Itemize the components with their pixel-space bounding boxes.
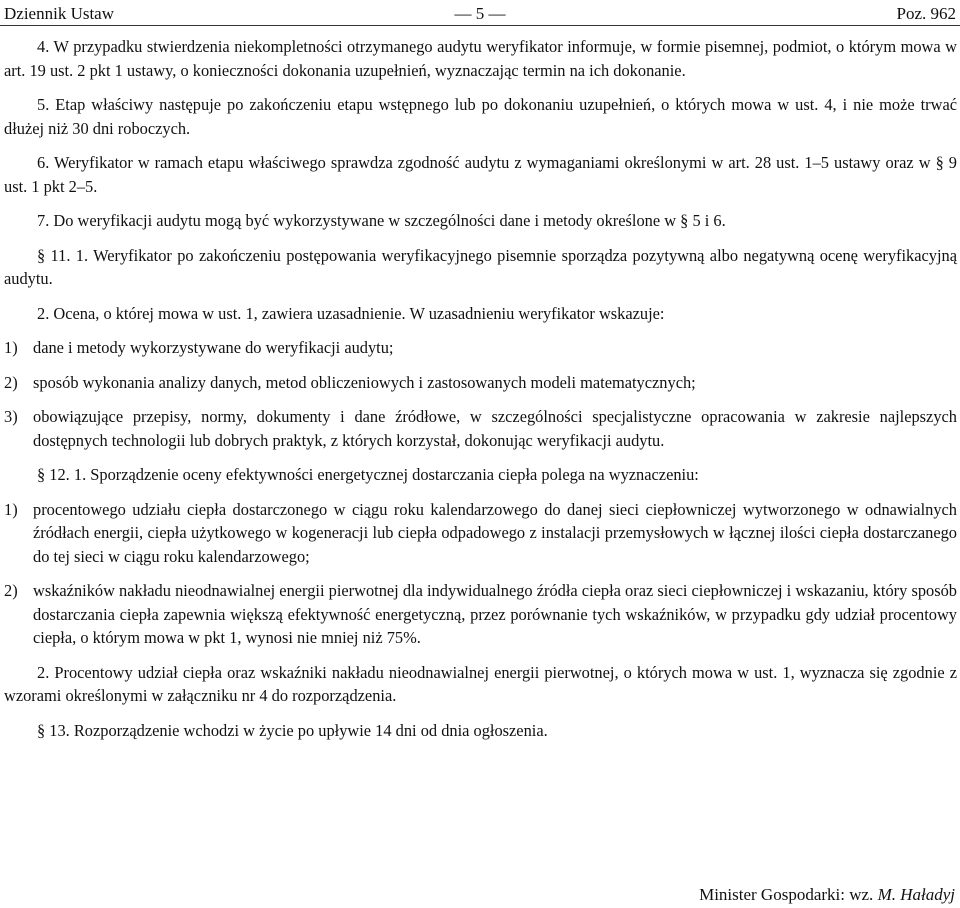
- list-item: [4, 579, 957, 650]
- paragraph: § 13. Rozporządzenie wchodzi w życie po upływie 14 dni od dnia ogłoszenia.: [37, 720, 548, 740]
- list-item: [4, 371, 957, 395]
- list-item: [4, 405, 957, 452]
- paragraph: § 12. 1. Sporządzenie oceny efektywności energetycznej dostarczania ciepła polega na wyznaczeniu:: [37, 465, 699, 484]
- header-divider: [0, 25, 960, 26]
- paragraph: 4. W przypadku stwierdzenia niekompletności otrzymanego audytu weryfikator informuje, w formie pisemnej, podmiot, o którym mowa w art. 19 ust. 2 pkt 1 ustawy, o konieczności dokonania uzupełnień, wyznaczając termin na ich dokonanie.: [4, 37, 957, 80]
- list-item-text: obowiązujące przepisy, normy, dokumenty i dane źródłowe, w szczególności specjalistyczne opracowania w zakresie najlepszych dostępnych technologii lub dobrych praktyk, z których korzystał, dokonując weryfikacji audytu.: [33, 407, 957, 450]
- signature-role: Minister Gospodarki: wz.: [699, 885, 874, 904]
- signature-name: M. Haładyj: [877, 885, 955, 904]
- signature: [699, 883, 955, 907]
- paragraph: 2. Ocena, o której mowa w ust. 1, zawiera uzasadnienie. W uzasadnieniu weryfikator wskazuje:: [37, 303, 665, 323]
- paragraph: 7. Do weryfikacji audytu mogą być wykorzystywane w szczególności dane i metody określone w § 5 i 6.: [37, 211, 726, 230]
- list-item-number: 1): [4, 338, 18, 357]
- list-item-text: dane i metody wykorzystywane do weryfikacji audytu;: [33, 338, 394, 357]
- list-item-text: procentowego udziału ciepła dostarczonego w ciągu roku kalendarzowego do danej sieci ciepłowniczej wytworzonego w odnawialnych źródłach energii, ciepła użytkowego w kogeneracji lub ciepła odpadowego z instalacji przemysłowych w łącznej ilości ciepła dostarczanego do tej sieci w ciągu roku kalendarzowego;: [33, 499, 957, 566]
- paragraph: 2. Procentowy udział ciepła oraz wskaźniki nakładu nieodnawialnej energii pierwotnej, o których mowa w ust. 1, wyznacza się zgodnie z wzorami określonymi w załączniku nr 4 do rozporządzenia.: [4, 662, 957, 705]
- paragraph: 5. Etap właściwy następuje po zakończeniu etapu wstępnego lub po dokonaniu uzupełnień, o których mowa w ust. 4, i nie może trwać dłużej niż 30 dni roboczych.: [4, 95, 957, 138]
- list-item-number: 3): [4, 407, 18, 426]
- page-number: — 5 —: [454, 4, 506, 23]
- page-header: [0, 2, 960, 24]
- list-item-text: wskaźników nakładu nieodnawialnej energii pierwotnej dla indywidualnego źródła ciepła oraz sieci ciepłowniczej i wskazaniu, który sposób dostarczania ciepła zapewnia większą efektywność energetyczną, przez porównanie tych wskaźników, w przypadku gdy udział procentowy ciepła, o którym mowa w pkt 1, wynosi nie mniej niż 75%.: [33, 581, 957, 647]
- list-item-number: 2): [4, 581, 18, 600]
- journal-title: Dziennik Ustaw: [4, 4, 115, 23]
- list-item: [4, 498, 957, 569]
- list-item-number: 2): [4, 372, 18, 392]
- paragraph: § 11. 1. Weryfikator po zakończeniu postępowania weryfikacyjnego pisemnie sporządza pozytywną albo negatywną ocenę weryfikacyjną audytu.: [4, 245, 957, 288]
- list-item-text: sposób wykonania analizy danych, metod obliczeniowych i zastosowanych modeli matematycznych;: [33, 372, 696, 392]
- list-item-number: 1): [4, 499, 18, 519]
- paragraph: 6. Weryfikator w ramach etapu właściwego sprawdza zgodność audytu z wymaganiami określonymi w art. 28 ust. 1–5 ustawy oraz w § 9 ust. 1 pkt 2–5.: [4, 153, 957, 196]
- document-body: [4, 35, 957, 753]
- position-number: Poz. 962: [896, 4, 956, 23]
- list-item: [4, 336, 957, 360]
